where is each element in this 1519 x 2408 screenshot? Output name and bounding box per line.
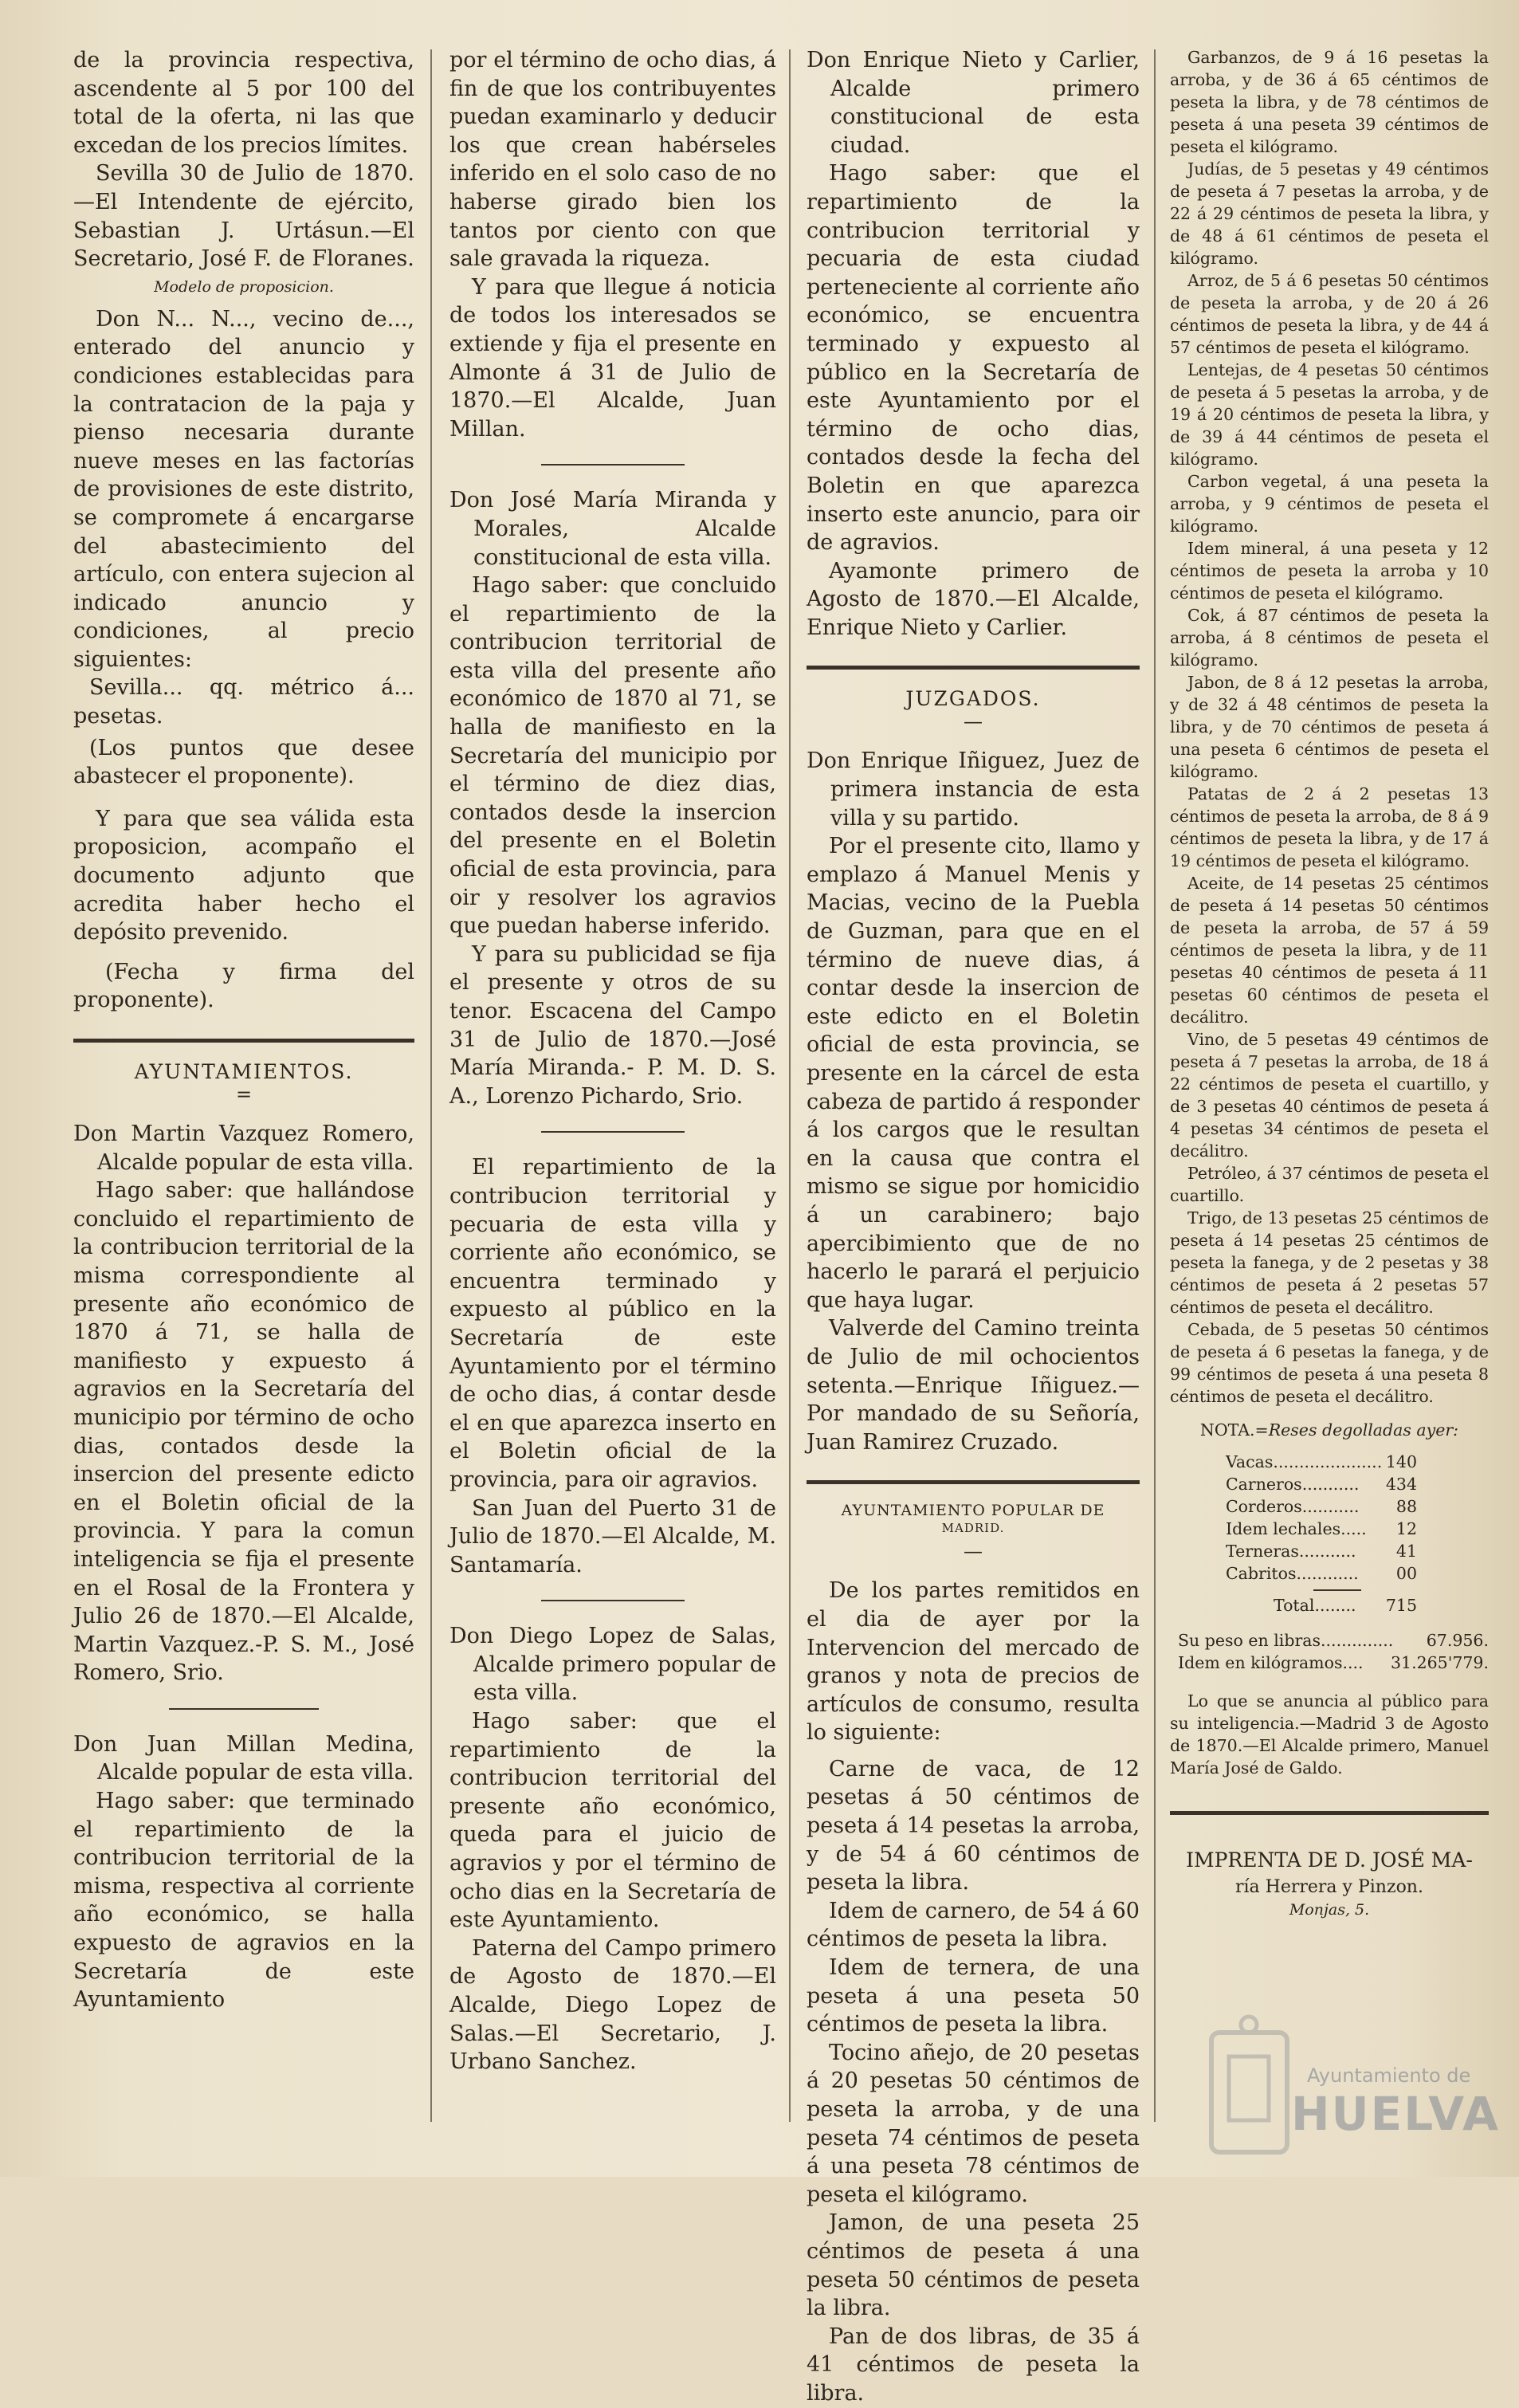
livestock-count: 12	[1395, 1519, 1417, 1538]
notice-header: Don Juan Millan Medina, Alcalde popular de esta villa.	[73, 1731, 414, 1785]
notice-header: Don José María Miranda y Morales, Alcalde constitucional de esta villa.	[449, 488, 776, 570]
price-entry: Garbanzos, de 9 á 16 pesetas la arroba, y de 36 á 65 céntimos de peseta la libra, y de 78 céntimos de peseta á una peseta 39 céntimos de peseta el kilógramo.	[1170, 48, 1489, 156]
heading-dash: =	[235, 1083, 253, 1106]
imprint-address: Monjas, 5.	[1289, 1901, 1370, 1919]
column-4	[1170, 46, 1489, 2151]
livestock-label: Cabritos............	[1226, 1564, 1359, 1583]
paragraph: De los partes remitidos en el dia de ayer por la Intervencion del mercado de granos y nota de precios de artículos de consumo, resulta lo siguiente:	[807, 1578, 1140, 1746]
livestock-label: Terneras...........	[1226, 1542, 1356, 1561]
weight-label: Su peso en libras..............	[1178, 1631, 1394, 1650]
section-heading: JUZGADOS.	[905, 687, 1041, 711]
note: (Fecha y firma del proponente).	[73, 959, 414, 1013]
section-rule	[807, 1480, 1140, 1484]
note: Sevilla... qq. métrico á... pesetas.	[73, 675, 414, 729]
paragraph: Hago saber: que concluido el repartimiento de la contribucion territorial de esta villa del presente año económico de 1870 al 71, se halla de manifiesto en la Secretaría del municipio por el término de diez dias, contados desde la insercion del presente en el Boletin oficial de esta provincia, para oir y resolver los agravios que puedan haberse inferido.	[449, 573, 776, 939]
weight-label: Idem en kilógramos....	[1178, 1653, 1364, 1672]
paragraph: Por el presente cito, llamo y emplazo á Manuel Menis y Macias, vecino de la Puebla de Guzman, para que en el término de nueve dias, á contar desde la insercion de este edicto en el Boletin oficial de esta provincia, se presente en la cárcel de esta cabeza de partido á responder á los cargos que le resultan en la causa que contra el mismo se sigue por homicidio á un carabinero; bajo apercibimiento que de no hacerlo le parará el perjuicio que haya lugar.	[807, 834, 1140, 1313]
column-2	[449, 46, 776, 2151]
column-3	[807, 46, 1140, 2406]
column-divider	[789, 49, 791, 2122]
note: (Los puntos que desee abastecer el proponente).	[73, 735, 414, 789]
price-entry: Carne de vaca, de 12 pesetas á 50 céntimos de peseta á 14 pesetas la arroba, y de 54 á 60 céntimos de peseta la libra.	[807, 1756, 1140, 1895]
column-divider	[430, 49, 432, 2122]
price-entry: Idem de carnero, de 54 á 60 céntimos de peseta la libra.	[807, 1898, 1140, 1952]
watermark-text: HUELVA	[1291, 2087, 1501, 2141]
paragraph: Hago saber: que el repartimiento de la contribucion territorial del presente año económico, queda para el juicio de agravios y por el término de ocho dias en la Secretaría de este Ayuntamiento.	[449, 1709, 776, 1933]
section-rule	[807, 666, 1140, 670]
price-entry: Lentejas, de 4 pesetas 50 céntimos de peseta á 5 pesetas la arroba, y de 19 á 20 céntimos de peseta la libra, y de 39 á 44 céntimos de peseta el kilógramo.	[1170, 360, 1489, 469]
price-entry: Pan de dos libras, de 35 á 41 céntimos de peseta la libra.	[807, 2324, 1140, 2406]
paragraph: Hago saber: que hallándose concluido el repartimiento de la contribucion territorial de la misma correspondiente al presente año económico de 1870 á 71, se halla de manifiesto y expuesto á agravios en la Secretaría del municipio por término de ocho dias, contados desde la insercion del presente edicto en el Boletin oficial de la provincia. Y para la comun inteligencia se fija el presente en el Rosal de la Frontera y Julio 26 de 1870.—El Alcalde, Martin Vazquez.-P. S. M., José Romero, Srio.	[73, 1178, 414, 1686]
livestock-row	[1226, 1473, 1417, 1495]
price-entry: Arroz, de 5 á 6 pesetas 50 céntimos de peseta la arroba, y de 20 á 26 céntimos de peseta la libra, y de 44 á 57 céntimos de peseta el kilógramo.	[1170, 271, 1489, 357]
livestock-row	[1226, 1495, 1417, 1518]
total-value: 715	[1385, 1596, 1417, 1615]
weight-value: 67.956.	[1426, 1631, 1489, 1650]
price-entry: Cok, á 87 céntimos de peseta la arroba, á 8 céntimos de peseta el kilógramo.	[1170, 606, 1489, 670]
separator-rule	[169, 1708, 319, 1710]
livestock-row	[1226, 1518, 1417, 1540]
weight-value: 31.265'779.	[1390, 1653, 1489, 1672]
paragraph: de la provincia respectiva, ascendente al 5 por 100 del total de la oferta, ni las que excedan de los precios límites.	[73, 48, 414, 158]
price-entry: Aceite, de 14 pesetas 25 céntimos de peseta á 14 pesetas 50 céntimos de peseta la arroba, de 57 á 59 céntimos de peseta la libra, y de 11 pesetas 40 céntimos de peseta á 11 pesetas 60 céntimos de peseta el decálitro.	[1170, 874, 1489, 1027]
price-entry: Idem mineral, á una peseta y 12 céntimos de peseta la arroba y 10 céntimos de peseta el kilógramo.	[1170, 539, 1489, 603]
price-entry: Judías, de 5 pesetas y 49 céntimos de peseta á 7 pesetas la arroba, y de 22 á 29 céntimos de peseta la libra, y de 48 á 61 céntimos de peseta el kilógramo.	[1170, 159, 1489, 268]
livestock-count: 88	[1395, 1497, 1417, 1516]
paragraph: Ayamonte primero de Agosto de 1870.—El Alcalde, Enrique Nieto y Carlier.	[807, 558, 1140, 640]
section-rule	[73, 1039, 414, 1043]
livestock-count: 434	[1385, 1475, 1417, 1494]
livestock-table	[1226, 1451, 1417, 1585]
section-heading: AYUNTAMIENTOS.	[134, 1060, 354, 1083]
price-entry: Jabon, de 8 á 12 pesetas la arroba, y de 32 á 48 céntimos de peseta la libra, y de 70 céntimos de peseta á una peseta 6 céntimos de peseta el kilógramo.	[1170, 673, 1489, 781]
notice-header: Don Diego Lopez de Salas, Alcalde primero popular de esta villa.	[449, 1624, 776, 1706]
notice-header: Don Enrique Nieto y Carlier, Alcalde primero constitucional de esta ciudad.	[807, 48, 1140, 158]
nota-text: =Reses degolladas ayer:	[1254, 1420, 1459, 1440]
livestock-label: Vacas.....................	[1226, 1452, 1383, 1471]
total-row	[1226, 1596, 1417, 1615]
imprint-line: IMPRENTA DE D. JOSÉ MA-	[1186, 1848, 1473, 1872]
paragraph: Valverde del Camino treinta de Julio de mil ochocientos setenta.—Enrique Iñiguez.—Por mandado de su Señoría, Juan Ramirez Cruzado.	[807, 1316, 1140, 1455]
heading-dash: —	[964, 710, 983, 733]
watermark-text: Ayuntamiento de	[1307, 2064, 1471, 2087]
separator-rule	[541, 1131, 685, 1133]
paragraph: San Juan del Puerto 31 de Julio de 1870.—El Alcalde, M. Santamaría.	[449, 1495, 776, 1577]
price-entry: Idem de ternera, de una peseta á una peseta 50 céntimos de peseta la libra.	[807, 1955, 1140, 2037]
notice-header: Don Enrique Iñiguez, Juez de primera instancia de esta villa y su partido.	[807, 748, 1140, 831]
total-label: Total........	[1274, 1596, 1356, 1615]
price-entry: Vino, de 5 pesetas 49 céntimos de peseta á 7 pesetas la arroba, de 18 á 22 céntimos de peseta el cuartillo, y de 3 pesetas 40 céntimos de peseta á 4 pesetas 34 céntimos de peseta el decálitro.	[1170, 1030, 1489, 1161]
notice-header: Don Martin Vazquez Romero, Alcalde popular de esta villa.	[73, 1122, 414, 1175]
separator-rule	[541, 464, 685, 465]
price-entry: Jamon, de una peseta 25 céntimos de peseta á una peseta 50 céntimos de peseta la libra.	[807, 2210, 1140, 2321]
livestock-row	[1226, 1451, 1417, 1473]
heading-dash: —	[964, 1540, 983, 1563]
paragraph: por el término de ocho dias, á fin de que los contribuyentes puedan examinarlo y deducir los que crean habérseles inferido en el solo caso de no haberse girado bien los tantos por ciento con que sale gravada la riqueza.	[449, 48, 776, 272]
price-entry: Patatas de 2 á 2 pesetas 13 céntimos de peseta la arroba, de 8 á 9 céntimos de peseta la libra, y de 17 á 19 céntimos de peseta el kilógramo.	[1170, 784, 1489, 870]
livestock-row	[1226, 1540, 1417, 1562]
price-entry: Cebada, de 5 pesetas 50 céntimos de peseta á 6 pesetas la fanega, y de 99 céntimos de peseta á una peseta 8 céntimos de peseta el decálitro.	[1170, 1320, 1489, 1406]
section-heading: AYUNTAMIENTO POPULAR DE	[841, 1502, 1105, 1520]
section-subheading: MADRID.	[941, 1521, 1005, 1536]
paragraph: Hago saber: que terminado el repartimiento de la contribucion territorial de la misma, respectiva al corriente año económico, se halla expuesto de agravios en la Secretaría de este Ayuntamiento	[73, 1789, 414, 2013]
paragraph: Y para que llegue á noticia de todos los interesados se extiende y fija el presente en Almonte á 31 de Julio de 1870.—El Alcalde, Juan Millan.	[449, 274, 776, 442]
nota-line	[1170, 1420, 1489, 1440]
separator-rule	[541, 1600, 685, 1601]
weight-row	[1178, 1652, 1489, 1674]
paragraph: Y para su publicidad se fija el presente y otros de su tenor. Escacena del Campo 31 de Julio de 1870.—José María Miranda.- P. M. D. S. A., Lorenzo Pichardo, Srio.	[449, 941, 776, 1109]
price-entry: Tocino añejo, de 20 pesetas á 20 pesetas 50 céntimos de peseta la arroba, y de una peseta 74 céntimos de peseta á una peseta 78 céntimos de peseta el kilógramo.	[807, 2040, 1140, 2207]
paragraph: El repartimiento de la contribucion territorial y pecuaria de esta villa y corriente año económico, se encuentra terminado y expuesto al público en la Secretaría de este Ayuntamiento por el término de ocho dias, á contar desde el en que aparezca inserto en el Boletin oficial de la provincia, para oir agravios.	[449, 1155, 776, 1492]
price-entry: Trigo, de 13 pesetas 25 céntimos de peseta á 14 pesetas 25 céntimos de peseta la fanega, y de 2 pesetas y 38 céntimos de peseta á 2 pesetas 57 céntimos de peseta el decálitro.	[1170, 1208, 1489, 1317]
livestock-label: Corderos...........	[1226, 1497, 1360, 1516]
section-rule	[1170, 1811, 1489, 1815]
livestock-count: 41	[1395, 1542, 1417, 1561]
imprint-line: ría Herrera y Pinzon.	[1235, 1877, 1423, 1897]
paragraph: Y para que sea válida esta proposicion, acompaño el documento adjunto que acredita haber hecho el depósito prevenido.	[73, 806, 414, 945]
paragraph: Lo que se anuncia al público para su inteligencia.—Madrid 3 de Agosto de 1870.—El Alcalde primero, Manuel María José de Galdo.	[1170, 1691, 1489, 1778]
livestock-label: Carneros...........	[1226, 1475, 1360, 1494]
caption: Modelo de proposicion.	[154, 277, 334, 296]
paragraph: Don N... N..., vecino de..., enterado del anuncio y condiciones establecidas para la contratacion de la paja y pienso necesaria durante nueve meses en las factorías de provisiones de este distrito, se compromete á encargarse del abastecimiento del artículo, con entera sujecion al indicado anuncio y condiciones, al precio siguientes:	[73, 306, 414, 672]
price-entry: Carbon vegetal, á una peseta la arroba, y 9 céntimos de peseta el kilógramo.	[1170, 472, 1489, 536]
paragraph: Paterna del Campo primero de Agosto de 1870.—El Alcalde, Diego Lopez de Salas.—El Secretario, J. Urbano Sanchez.	[449, 1935, 776, 2075]
livestock-row	[1226, 1562, 1417, 1585]
paragraph: Hago saber: que el repartimiento de la contribucion territorial y pecuaria de esta ciudad perteneciente al corriente año económico, se encuentra terminado y expuesto al público en la Secretaría de este Ayuntamiento por el término de ocho dias, contados desde la fecha del Boletin en que aparezca inserto este anuncio, para oir de agravios.	[807, 161, 1140, 556]
sum-rule	[1313, 1589, 1361, 1591]
column-1	[73, 46, 414, 2151]
column-divider	[1154, 49, 1156, 2122]
livestock-count: 00	[1395, 1564, 1417, 1583]
nota-label: NOTA.	[1199, 1420, 1255, 1440]
price-entry: Petróleo, á 37 céntimos de peseta el cuartillo.	[1170, 1164, 1489, 1205]
livestock-label: Idem lechales.....	[1226, 1519, 1367, 1538]
weight-row	[1178, 1629, 1489, 1652]
livestock-count: 140	[1385, 1452, 1417, 1471]
signature-paragraph: Sevilla 30 de Julio de 1870. —El Intendente de ejército, Sebastian J. Urtásun.—El Secretario, José F. de Floranes.	[73, 161, 414, 272]
